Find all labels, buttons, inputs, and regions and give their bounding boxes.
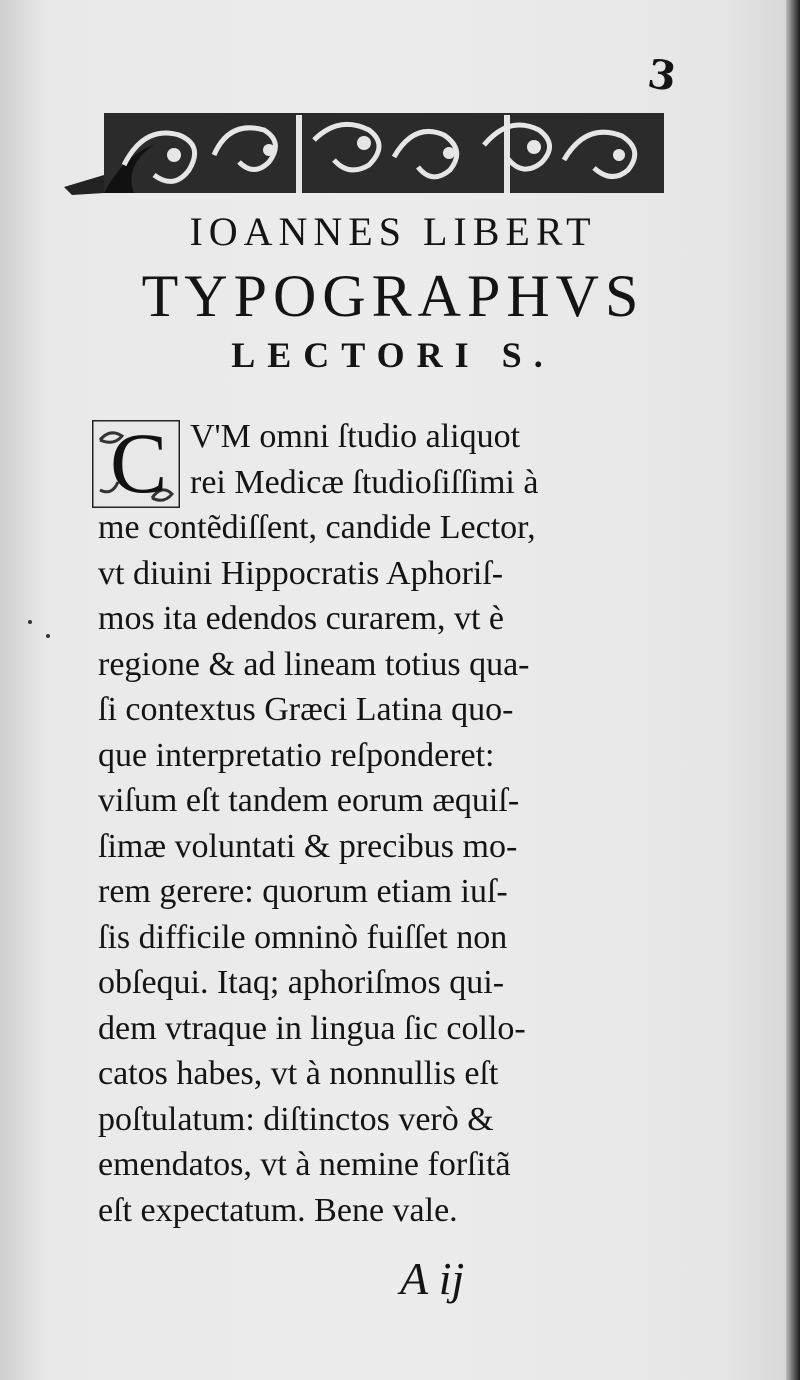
text-line: ſis difficile omninò fuiſſet non (98, 918, 508, 956)
page-number: 3 (644, 50, 679, 101)
text-line: poſtulatum: diſtinctos verò & (98, 1100, 494, 1138)
text-line: ſi contextus Græci Latina quo- (98, 691, 514, 728)
text-line: me contẽdiſſent, candide Lector, (98, 509, 536, 546)
text-line: ſimæ voluntati & precibus mo- (98, 827, 518, 865)
text-line: emendatos, vt à nemine forſitã (98, 1146, 511, 1183)
text-line: catos habes, vt à nonnullis eſt (98, 1055, 499, 1092)
drop-cap-initial: C (110, 415, 168, 511)
headpiece-ornament (64, 95, 678, 205)
text-line: obſequi. Itaq; aphoriſmos qui- (98, 964, 505, 1001)
signature-mark: A ij (400, 1253, 465, 1304)
text-line: dem vtraque in lingua ſic collo- (98, 1009, 526, 1047)
text-line: viſum eſt tandem eorum æquiſ- (98, 782, 520, 819)
text-line: que interpretatio reſponderet: (98, 736, 495, 774)
greeting: LECTORI S. (231, 335, 555, 375)
text-line: regione & ad lineam totius qua- (98, 645, 530, 683)
printer-name: IOANNES LIBERT (189, 209, 597, 254)
speck (46, 634, 50, 638)
printer-title: TYPOGRAPHVS (141, 263, 645, 329)
text-line: rem gerere: quorum etiam iuſ- (98, 873, 508, 910)
text-line: V'M omni ſtudio aliquot (190, 418, 521, 455)
text-line: mos ita edendos curarem, vt è (98, 600, 504, 637)
text-line: vt diuini Hippocratis Aphoriſ- (98, 554, 504, 592)
text-line: rei Medicæ ſtudioſiſſimi à (190, 463, 539, 501)
text-line: eſt expectatum. Bene vale. (98, 1191, 458, 1229)
speck (28, 620, 32, 624)
page-edge (786, 0, 800, 1380)
